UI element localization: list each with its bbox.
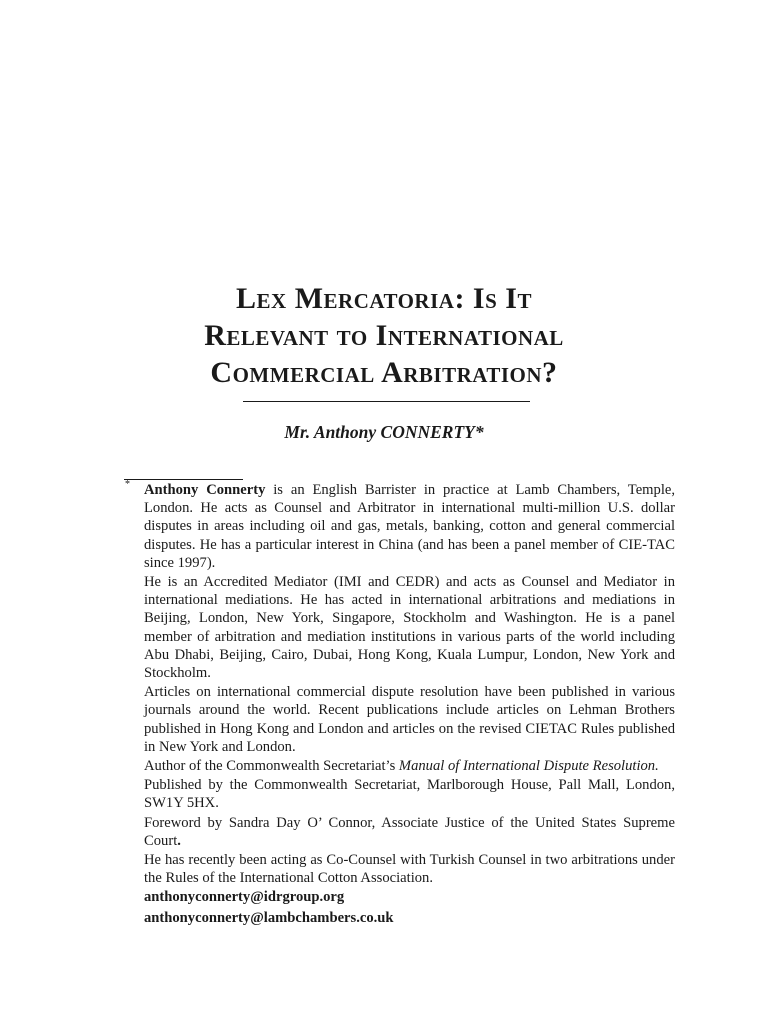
footnote-author-name: Anthony Connerty [144,482,266,498]
email-link-idrgroup[interactable]: anthonyconnerty@idrgroup.org [144,889,345,906]
author-footnote [144,481,675,929]
book-title: Manual of International Dispute Resolution. [398,758,659,775]
footnote-divider [124,479,243,480]
footnote-paragraph-publisher: Published by the Commonwealth Secretariat, Marlborough House, Pall Mall, London, SW1Y 5HX. [144,777,675,812]
footnote-paragraph-cocounsel: He has recently been acting as Co-Counsel with Turkish Counsel in two arbitrations under the Rules of the International Cotton Association. [144,852,675,887]
title-divider [243,401,530,402]
footnote-paragraph-bio [144,481,675,572]
footnote-paragraph-mediation: He is an Accredited Mediator (IMI and CEDR) and acts as Counsel and Mediator in international mediations. He has acted in international arbitrations and mediations in Beijing, London, New York, Singapore, Stockholm and Washington. He is a panel member of arbitration and mediation institutions in various parts of the world including Abu Dhabi, Beijing, Cairo, Dubai, Hong Kong, Kuala Lumpur, London, New York and Stockholm. [144,574,675,682]
title-line-1: Lex Mercatoria: Is It [236,282,532,315]
footnote-paragraph-book [144,757,675,775]
email-link-lambchambers[interactable]: anthonyconnerty@lambchambers.co.uk [144,909,394,926]
title-line-3: Commercial Arbitration? [210,356,558,389]
footnote-paragraph-articles: Articles on international commercial dispute resolution have been published in various journals around the world. Recent publications include articles on Lehman Brothers published in Hong Kong and London and articles on the revised CIETAC Rules published in New York and London. [144,684,675,755]
footnote-paragraph-foreword [144,814,675,850]
foreword-end: . [177,832,181,849]
book-prefix: Author of the Commonwealth Secretariat’s [144,758,399,775]
author-name: Mr. Anthony CONNERTY* [284,422,484,442]
article-title [0,280,768,391]
footnote-bio-text: is an English Barrister in practice at Lamb Chambers, Temple, London. He acts as Counsel and Arbitrator in international multi-million U.S. dollar disputes in areas including oil and gas, metals, banking, cotton and general commercial disputes. He has a particular interest in China (and has been a panel member of CIE-TAC since 1997). [144,482,675,571]
foreword-text: Foreword by Sandra Day O’ Connor, Associate Justice of the United States Supreme Court [144,814,675,849]
title-line-2: Relevant to International [204,319,564,352]
footnote-marker: * [125,479,130,490]
